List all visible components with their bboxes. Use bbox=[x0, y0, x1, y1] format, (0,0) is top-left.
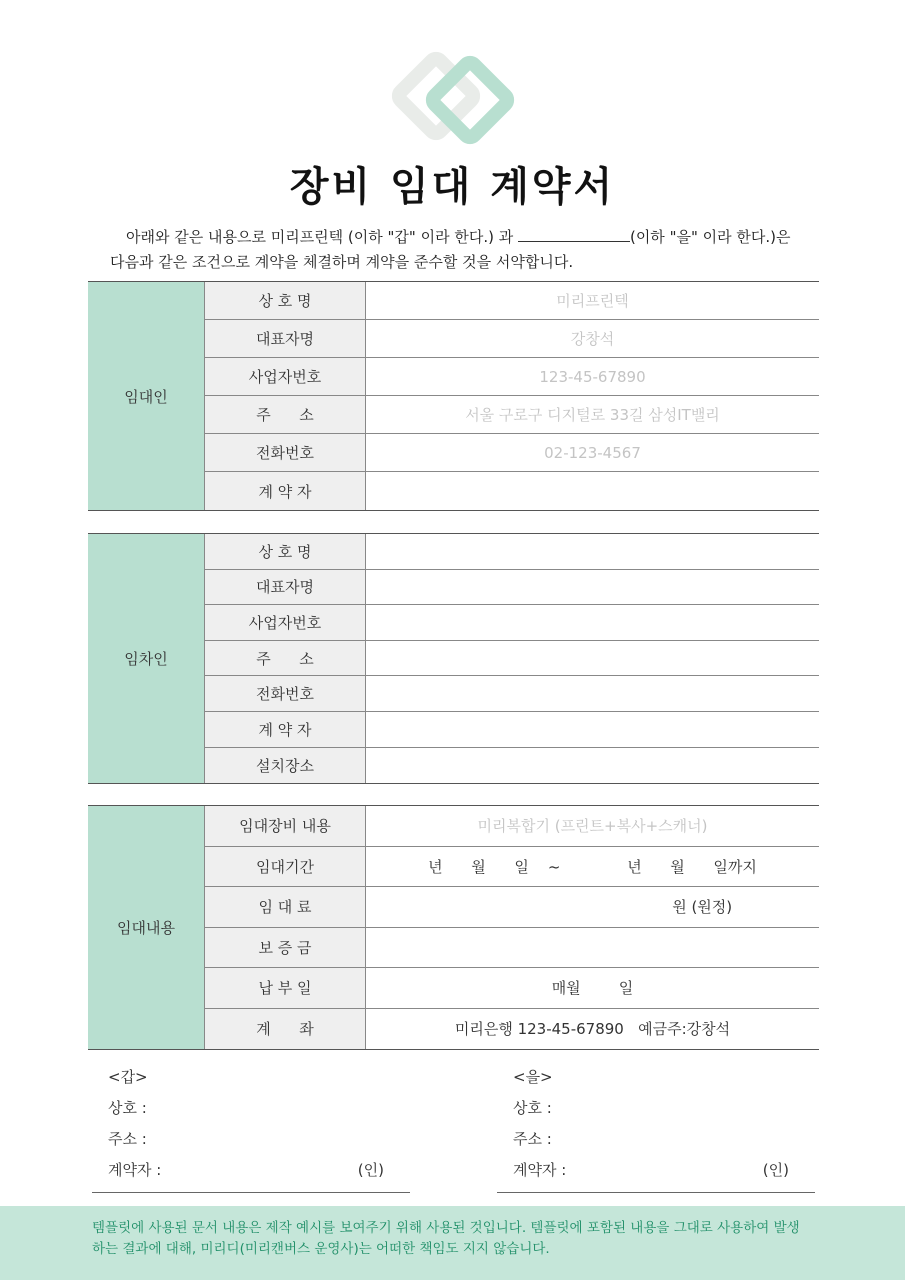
row-label: 사업자번호 bbox=[204, 358, 366, 395]
party-a-contractor-line[interactable] bbox=[92, 1155, 410, 1186]
lessor-company-field[interactable]: 미리프린텍 bbox=[556, 292, 629, 310]
lessor-row bbox=[204, 396, 819, 434]
lessee-address-field[interactable] bbox=[366, 641, 819, 676]
row-label: 사업자번호 bbox=[204, 605, 366, 640]
party-a-seal: (인) bbox=[357, 1161, 384, 1179]
rent-field[interactable]: 원 (원정) bbox=[452, 898, 733, 917]
divider bbox=[92, 1192, 410, 1193]
lessee-ceo-field[interactable] bbox=[366, 570, 819, 605]
party-a-company[interactable]: 상호 : bbox=[108, 1099, 147, 1117]
party-a-signature bbox=[92, 1062, 410, 1193]
lessee-row bbox=[204, 748, 819, 784]
lease-row bbox=[204, 887, 819, 928]
lessor-phone-field[interactable]: 02-123-4567 bbox=[544, 443, 641, 462]
lessee-company-field[interactable] bbox=[366, 534, 819, 569]
lessor-ceo-field[interactable]: 강창석 bbox=[570, 330, 615, 348]
disclaimer-line2: 하는 결과에 대해, 미리디(미리캔버스 운영사)는 어떠한 책임도 지지 않습니다. bbox=[92, 1241, 550, 1257]
party-b-signature bbox=[497, 1062, 815, 1193]
lease-row bbox=[204, 928, 819, 969]
lessee-row bbox=[204, 605, 819, 641]
row-label: 계 약 자 bbox=[204, 712, 366, 747]
lease-row bbox=[204, 806, 819, 847]
row-label: 상 호 명 bbox=[204, 534, 366, 569]
lessor-bizno-field[interactable]: 123-45-67890 bbox=[539, 367, 646, 386]
party-b-seal: (인) bbox=[762, 1161, 789, 1179]
row-label: 주 소 bbox=[204, 641, 366, 676]
row-label: 대표자명 bbox=[204, 570, 366, 605]
row-label: 계 좌 bbox=[204, 1009, 366, 1050]
row-label: 보 증 금 bbox=[204, 928, 366, 968]
lessee-install-location-field[interactable] bbox=[366, 748, 819, 784]
intro-text bbox=[110, 225, 810, 275]
lessee-section bbox=[88, 533, 819, 784]
row-label: 임대기간 bbox=[204, 847, 366, 887]
row-label: 대표자명 bbox=[204, 320, 366, 357]
lease-section bbox=[88, 805, 819, 1050]
lessee-row bbox=[204, 534, 819, 570]
lessor-row bbox=[204, 282, 819, 320]
row-label: 전화번호 bbox=[204, 434, 366, 471]
intro-line2: 다음과 같은 조건으로 계약을 체결하며 계약을 준수할 것을 서약합니다. bbox=[110, 253, 574, 271]
disclaimer-footer bbox=[0, 1206, 905, 1280]
party-b-contractor-line[interactable] bbox=[497, 1155, 815, 1186]
lessor-row bbox=[204, 434, 819, 472]
lessee-row bbox=[204, 712, 819, 748]
intro-line1-part2: (이하 "을" 이라 한다.)은 bbox=[629, 228, 791, 246]
party-b-address[interactable]: 주소 : bbox=[513, 1130, 552, 1148]
row-label: 전화번호 bbox=[204, 676, 366, 711]
lease-period-field[interactable]: 년 월 일 ~ 년 월 일까지 bbox=[428, 857, 757, 876]
party-b-company[interactable]: 상호 : bbox=[513, 1099, 552, 1117]
lessor-section bbox=[88, 281, 819, 511]
equipment-field[interactable]: 미리복합기 (프린트+복사+스캐너) bbox=[477, 817, 708, 836]
row-label: 주 소 bbox=[204, 396, 366, 433]
party-b-contractor: 계약자 : bbox=[513, 1161, 567, 1179]
lease-row bbox=[204, 847, 819, 888]
party-a-address[interactable]: 주소 : bbox=[108, 1130, 147, 1148]
lessee-bizno-field[interactable] bbox=[366, 605, 819, 640]
lessee-name-blank[interactable] bbox=[518, 228, 630, 242]
lessor-header: 임대인 bbox=[88, 282, 204, 510]
party-a-title: <갑> bbox=[108, 1068, 148, 1086]
row-label: 상 호 명 bbox=[204, 282, 366, 319]
lease-row bbox=[204, 968, 819, 1009]
party-a-contractor: 계약자 : bbox=[108, 1161, 162, 1179]
row-label: 임대장비 내용 bbox=[204, 806, 366, 846]
row-label: 납 부 일 bbox=[204, 968, 366, 1008]
lessor-row bbox=[204, 320, 819, 358]
lessee-row bbox=[204, 676, 819, 712]
document-title: 장비 임대 계약서 bbox=[289, 164, 616, 210]
deposit-field[interactable] bbox=[366, 928, 819, 968]
intro-line1-part1: 아래와 같은 내용으로 미리프린텍 (이하 "갑" 이라 한다.) 과 bbox=[126, 228, 518, 246]
disclaimer-line1: 템플릿에 사용된 문서 내용은 제작 예시를 보여주기 위해 사용된 것입니다. 템플릿에 포함된 내용을 그대로 사용하여 발생 bbox=[92, 1220, 800, 1236]
lessor-address-field[interactable]: 서울 구로구 디지털로 33길 삼성IT밸리 bbox=[465, 406, 720, 424]
lessor-contractor-field[interactable] bbox=[366, 472, 819, 510]
party-b-title: <을> bbox=[513, 1068, 553, 1086]
logo-icon bbox=[390, 50, 520, 150]
lease-header: 임대내용 bbox=[88, 806, 204, 1049]
bank-account-field[interactable]: 미리은행 123-45-67890 예금주:강창석 bbox=[454, 1020, 731, 1039]
lessor-row bbox=[204, 358, 819, 396]
lease-row bbox=[204, 1009, 819, 1050]
divider bbox=[497, 1192, 815, 1193]
lessee-row bbox=[204, 570, 819, 606]
lessee-contractor-field[interactable] bbox=[366, 712, 819, 747]
lessee-row bbox=[204, 641, 819, 677]
payment-day-field[interactable]: 매월 일 bbox=[551, 979, 634, 998]
lessee-phone-field[interactable] bbox=[366, 676, 819, 711]
row-label: 임 대 료 bbox=[204, 887, 366, 927]
lessee-header: 임차인 bbox=[88, 534, 204, 783]
lessor-row bbox=[204, 472, 819, 510]
row-label: 설치장소 bbox=[204, 748, 366, 784]
row-label: 계 약 자 bbox=[204, 472, 366, 510]
